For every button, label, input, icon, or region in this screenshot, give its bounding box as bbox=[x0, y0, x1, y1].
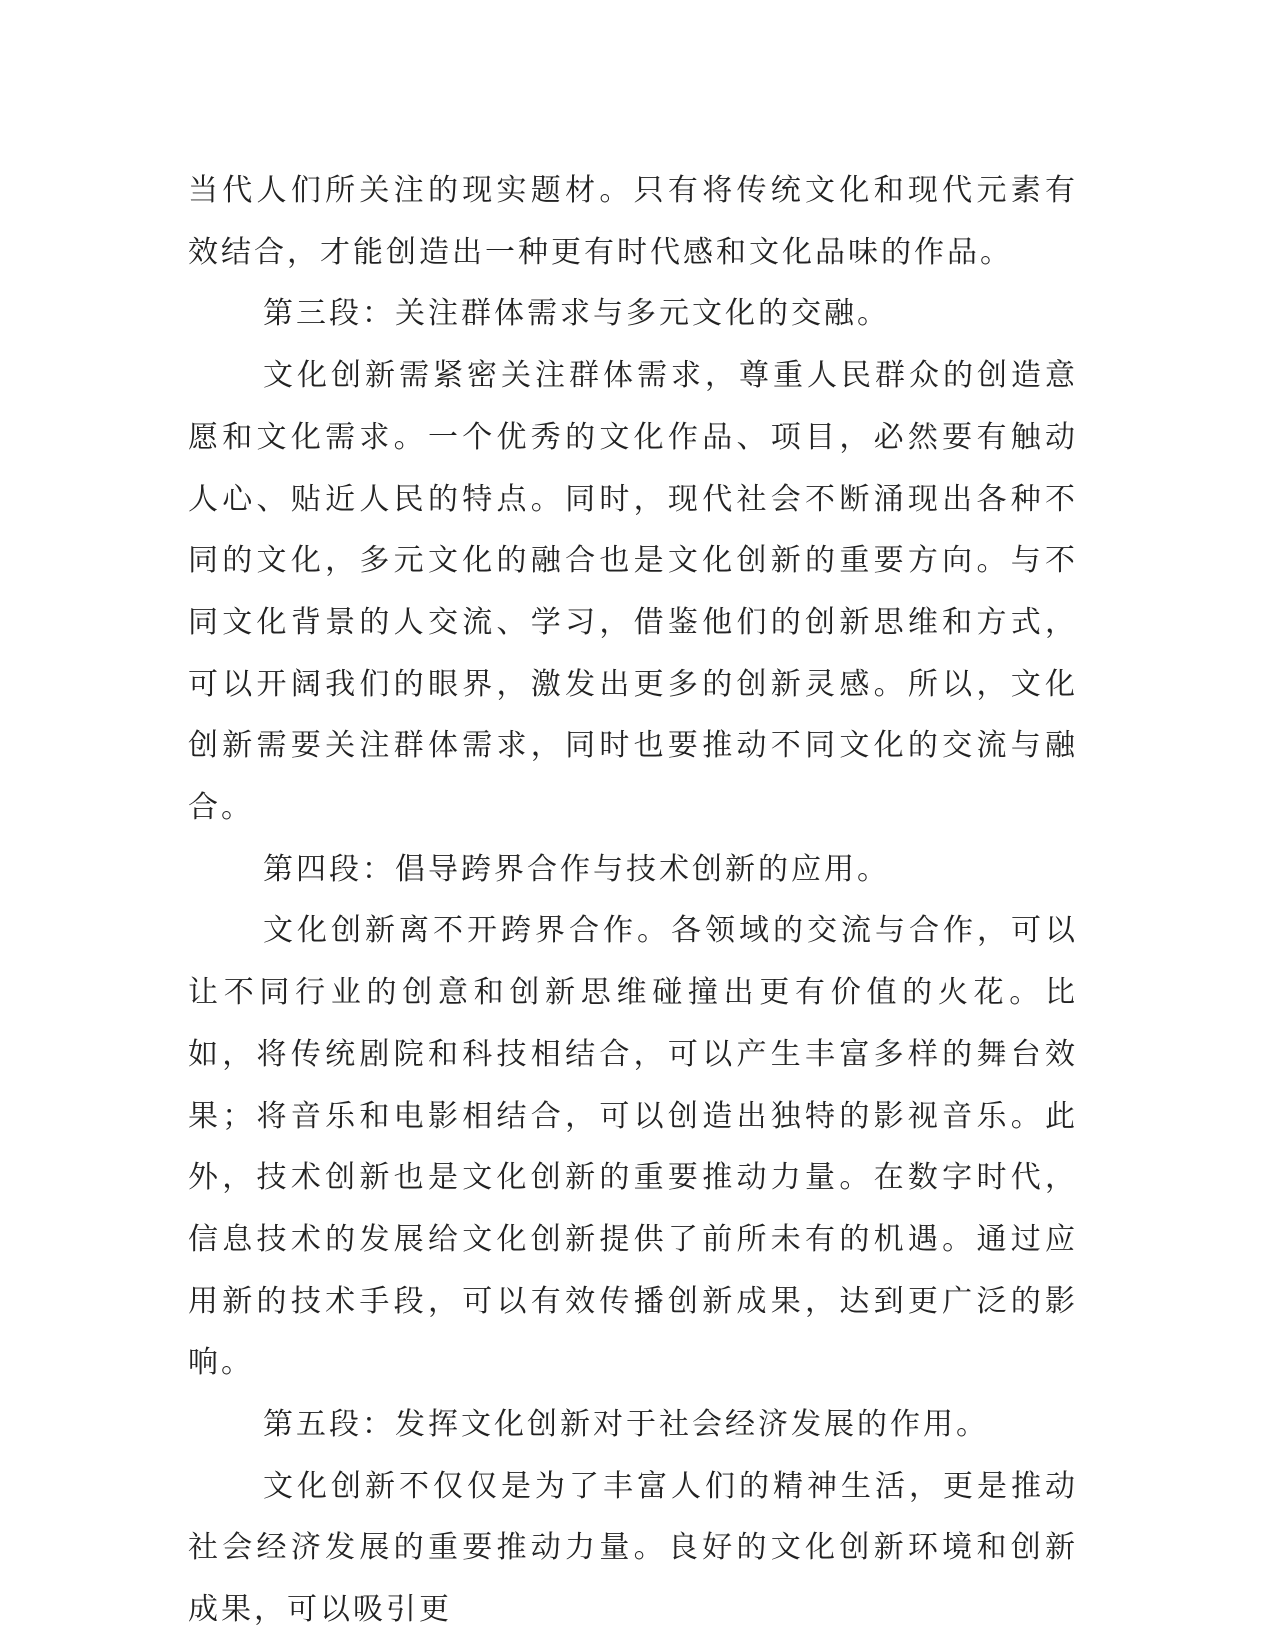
section-heading-3: 第三段：关注群体需求与多元文化的交融。 bbox=[263, 296, 890, 332]
paragraph-section-4: 文化创新离不开跨界合作。各领域的交流与合作，可以让不同行业的创意和创新思维碰撞出更有价值的火花。比如，将传统剧院和科技相结合，可以产生丰富多样的舞台效果；将音乐和电影相结合，可以创造出独特的影视音乐。此外，技术创新也是文化创新的重要推动力量。在数字时代，信息技术的发展给文化创新提供了前所未有的机遇。通过应用新的技术手段，可以有效传播创新成果，达到更广泛的影响。 bbox=[188, 913, 1078, 1381]
section-heading-4: 第四段：倡导跨界合作与技术创新的应用。 bbox=[263, 851, 890, 887]
paragraph-section-3: 文化创新需紧密关注群体需求，尊重人民群众的创造意愿和文化需求。一个优秀的文化作品、项目，必然要有触动人心、贴近人民的特点。同时，现代社会不断涌现出各种不同的文化，多元文化的融合也是文化创新的重要方向。与不同文化背景的人交流、学习，借鉴他们的创新思维和方式，可以开阔我们的眼界，激发出更多的创新灵感。所以，文化创新需要关注群体需求，同时也要推动不同文化的交流与融合。 bbox=[188, 358, 1078, 826]
paragraph-section-5: 文化创新不仅仅是为了丰富人们的精神生活，更是推动社会经济发展的重要推动力量。良好的文化创新环境和创新成果，可以吸引更 bbox=[188, 1468, 1078, 1628]
paragraph-continuation: 当代人们所关注的现实题材。只有将传统文化和现代元素有效结合，才能创造出一种更有时代感和文化品味的作品。 bbox=[188, 173, 1078, 270]
section-heading-5: 第五段：发挥文化创新对于社会经济发展的作用。 bbox=[263, 1407, 989, 1443]
document-body bbox=[188, 160, 1078, 1641]
